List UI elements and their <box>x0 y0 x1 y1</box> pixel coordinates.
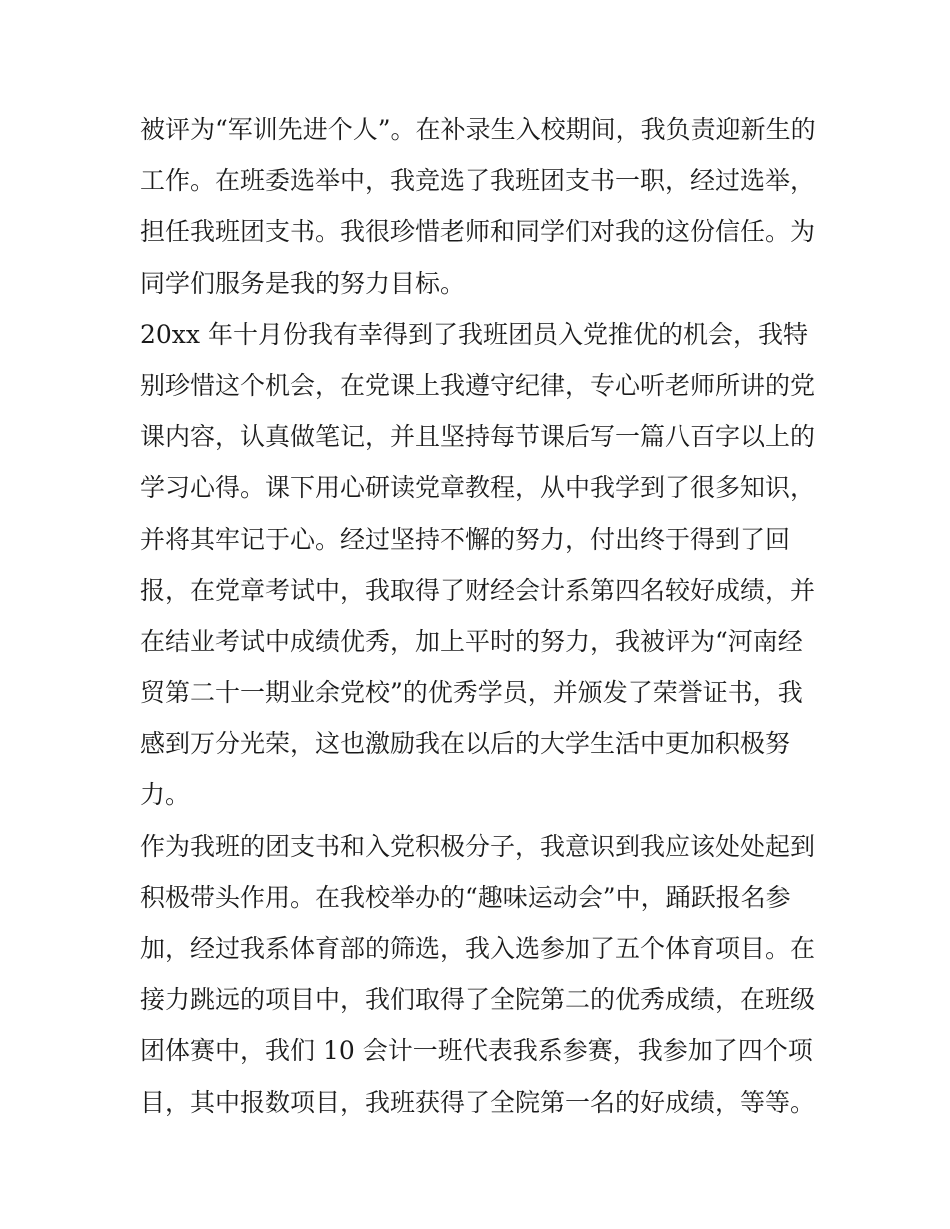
text-line: 被评为“军训先进个人”。在补录生入校期间，我负责迎新生的 <box>140 115 816 144</box>
text-line: 贸第二十一期业余党校”的优秀学员，并颁发了荣誉证书，我 <box>140 678 803 708</box>
text-line: 工作。在班委选举中，我竞选了我班团支书一职，经过选举， <box>140 166 816 196</box>
body-text <box>140 104 820 1128</box>
text-line: 在结业考试中成绩优秀，加上平时的努力，我被评为“河南经 <box>140 626 803 656</box>
text-line: 团体赛中，我们 10 会计一班代表我系参赛，我参加了四个项 <box>140 1036 813 1066</box>
text-line: 同学们服务是我的努力目标。 <box>140 268 466 298</box>
text-line: 加，经过我系体育部的筛选，我入选参加了五个体育项目。在 <box>140 934 816 963</box>
text-line: 报，在党章考试中，我取得了财经会计系第四名较好成绩，并 <box>140 575 816 605</box>
text-line: 并将其牢记于心。经过坚持不懈的努力，付出终于得到了回 <box>140 524 791 554</box>
text-line: 课内容，认真做笔记，并且坚持每节课后写一篇八百字以上的 <box>140 422 816 452</box>
text-line: 积极带头作用。在我校举办的“趣味运动会”中，踊跃报名参 <box>140 882 791 912</box>
text-line: 作为我班的团支书和入党积极分子，我意识到我应该处处起到 <box>140 831 816 861</box>
text-line: 力。 <box>140 780 191 810</box>
text-line: 学习心得。课下用心研读党章教程，从中我学到了很多知识， <box>140 473 816 503</box>
text-line: 担任我班团支书。我很珍惜老师和同学们对我的这份信任。为 <box>140 217 816 247</box>
text-line: 目，其中报数项目，我班获得了全院第一名的好成绩，等等。 <box>140 1087 816 1117</box>
text-line: 接力跳远的项目中，我们取得了全院第二的优秀成绩，在班级 <box>140 985 816 1015</box>
text-line: 别珍惜这个机会，在党课上我遵守纪律，专心听老师所讲的党 <box>140 370 816 400</box>
text-line: 20xx 年十月份我有幸得到了我班团员入党推优的机会，我特 <box>140 319 808 349</box>
text-line: 感到万分光荣，这也激励我在以后的大学生活中更加积极努 <box>140 729 791 759</box>
